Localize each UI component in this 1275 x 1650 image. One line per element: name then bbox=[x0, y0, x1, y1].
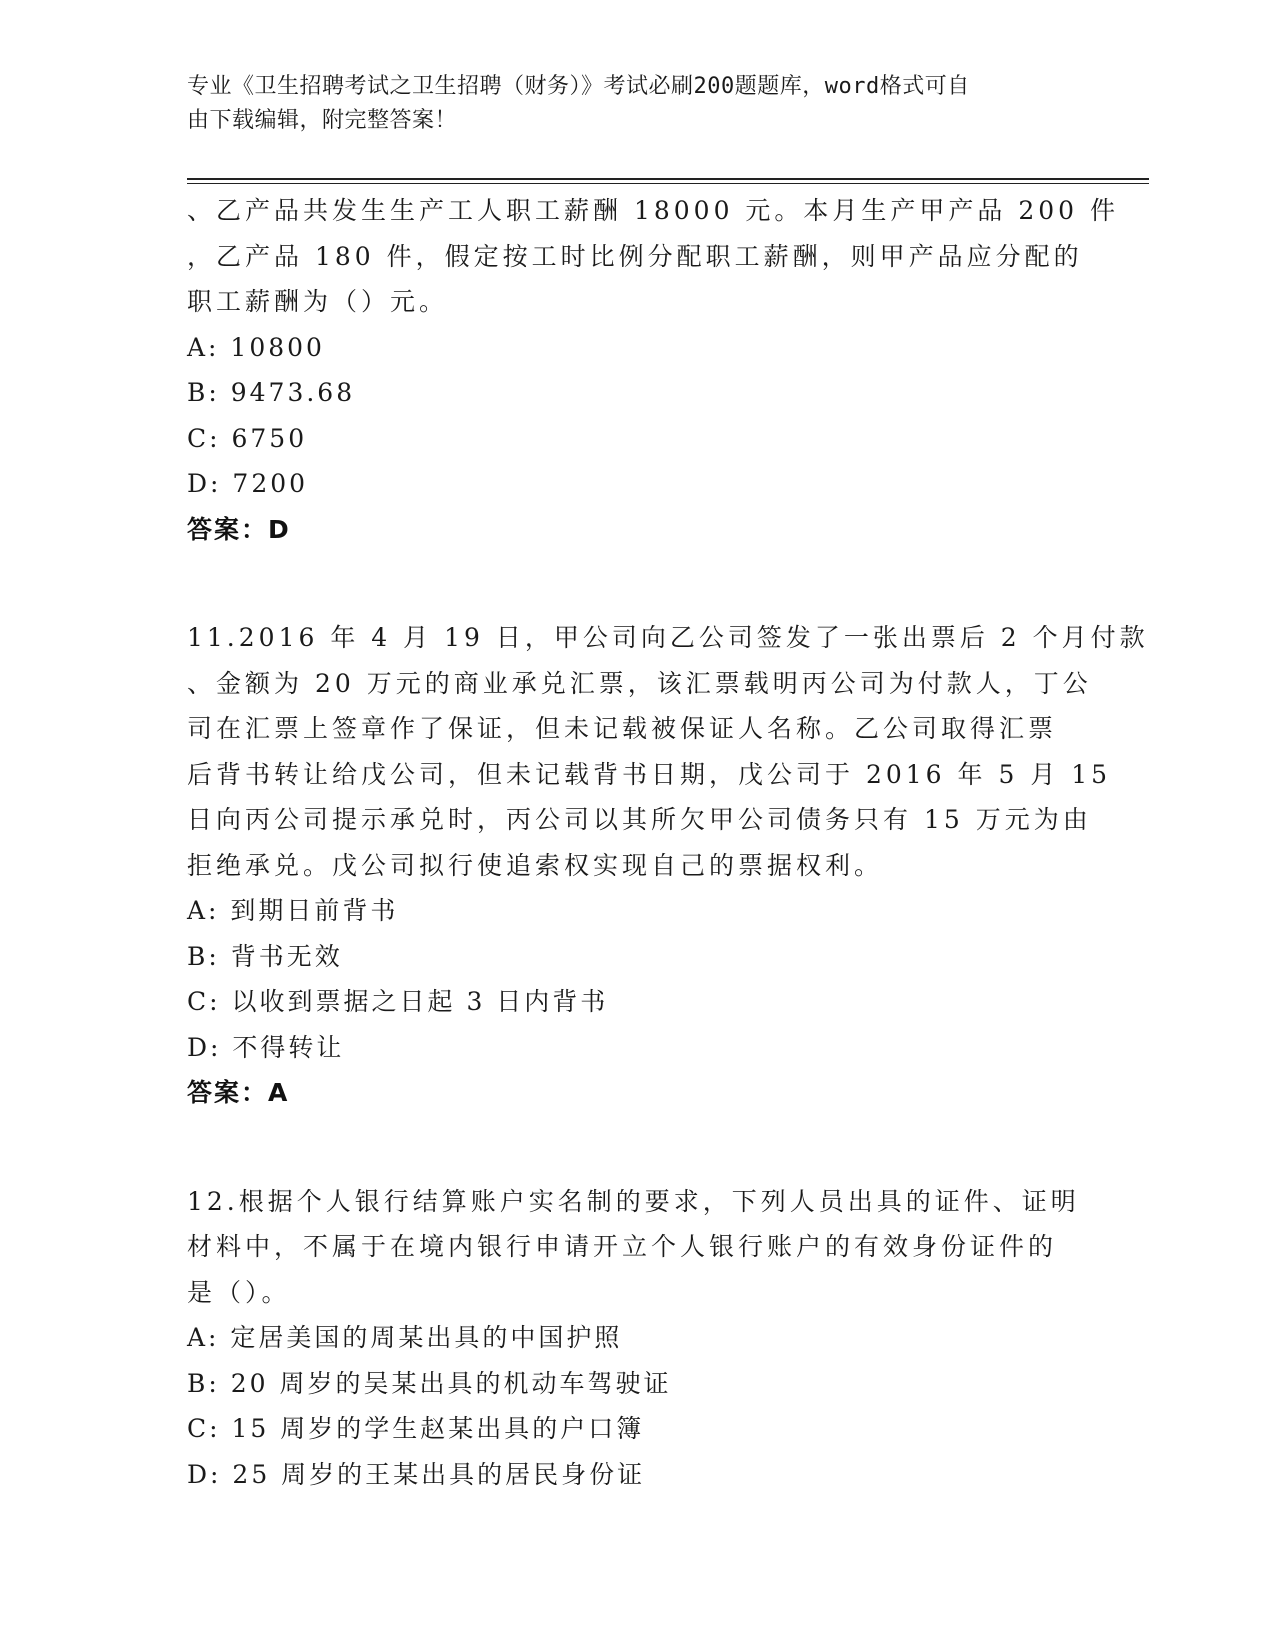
option-d: D: 不得转让 bbox=[187, 1032, 345, 1062]
answer-label: 答案：A bbox=[187, 1078, 290, 1107]
question-text-line: 12.根据个人银行结算账户实名制的要求，下列人员出具的证件、证明 bbox=[187, 1186, 1080, 1216]
question-text-line: 、金额为 20 万元的商业承兑汇票，该汇票载明丙公司为付款人，丁公 bbox=[187, 668, 1092, 698]
option-c: C: 以收到票据之日起 3 日内背书 bbox=[187, 987, 609, 1016]
option-c: C: 6750 bbox=[187, 423, 308, 453]
question-text-line: 职工薪酬为（）元。 bbox=[187, 287, 449, 316]
question-11 bbox=[187, 615, 1149, 1116]
option-d: D: 25 周岁的王某出具的居民身份证 bbox=[187, 1459, 646, 1489]
option-d: D: 7200 bbox=[187, 469, 309, 498]
question-text-line: 是（）。 bbox=[187, 1277, 291, 1307]
question-spacer bbox=[187, 552, 1087, 615]
answer-label: 答案：D bbox=[187, 514, 291, 544]
option-a: A: 定居美国的周某出具的中国护照 bbox=[187, 1323, 623, 1352]
document-body bbox=[187, 188, 1149, 1497]
page-header bbox=[187, 70, 1067, 138]
header-line-1: 专业《卫生招聘考试之卫生招聘（财务）》考试必刷200题题库，word格式可自 bbox=[187, 74, 970, 99]
question-text-line: 拒绝承兑。戊公司拟行使追索权实现自己的票据权利。 bbox=[187, 850, 884, 880]
question-text-line: 后背书转让给戊公司，但未记载背书日期，戊公司于 2016 年 5 月 15 bbox=[187, 759, 1112, 789]
option-b: B: 20 周岁的吴某出具的机动车驾驶证 bbox=[187, 1368, 672, 1398]
option-b: B: 9473.68 bbox=[187, 378, 356, 407]
question-text-line: 司在汇票上签章作了保证，但未记载被保证人名称。乙公司取得汇票 bbox=[187, 714, 1058, 743]
question-10 bbox=[187, 188, 1120, 552]
header-line-2: 由下载编辑，附完整答案！ bbox=[187, 108, 458, 133]
question-text-line: 11.2016 年 4 月 19 日，甲公司向乙公司签发了一张出票后 2 个月付款 bbox=[187, 623, 1149, 652]
option-c: C: 15 周岁的学生赵某出具的户口簿 bbox=[187, 1414, 645, 1443]
header-divider-thick bbox=[187, 178, 1149, 180]
question-text-line: 日向丙公司提示承兑时，丙公司以其所欠甲公司债务只有 15 万元为由 bbox=[187, 805, 1092, 834]
question-text-line: 材料中，不属于在境内银行申请开立个人银行账户的有效身份证件的 bbox=[187, 1232, 1058, 1261]
option-a: A: 10800 bbox=[187, 332, 325, 362]
header-divider-thin bbox=[187, 183, 1149, 184]
question-text-line: ，乙产品 180 件，假定按工时比例分配职工薪酬，则甲产品应分配的 bbox=[187, 241, 1083, 271]
option-b: B: 背书无效 bbox=[187, 941, 343, 971]
question-spacer bbox=[187, 1116, 1087, 1179]
option-a: A: 到期日前背书 bbox=[187, 896, 399, 925]
question-text-line: 、乙产品共发生生产工人职工薪酬 18000 元。本月生产甲产品 200 件 bbox=[187, 196, 1120, 225]
question-12 bbox=[187, 1179, 1087, 1498]
